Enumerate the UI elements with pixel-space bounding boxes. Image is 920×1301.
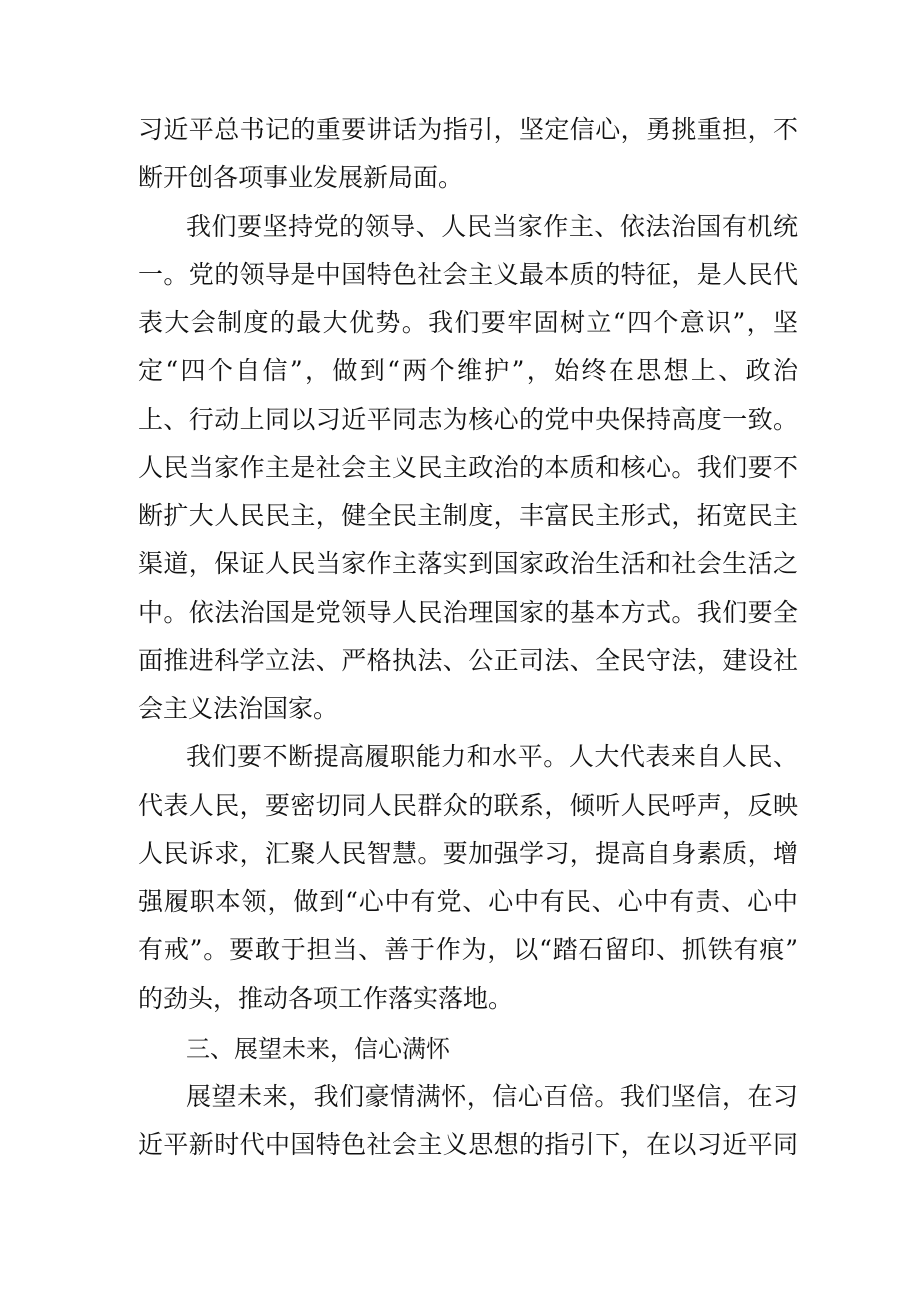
paragraph-1-line-1: 习近平总书记的重要讲话为指引，坚定信心，勇挑重担，不 — [138, 115, 798, 144]
paragraph-2-line-6: 人民当家作主是社会主义民主政治的本质和核心。我们要不 — [138, 453, 798, 482]
paragraph-2-line-10: 面推进科学立法、严格执法、公正司法、全民守法，建设社 — [138, 646, 798, 675]
paragraph-2-line-4: 定“四个自信”，做到“两个维护”，始终在思想上、政治 — [138, 356, 798, 385]
paragraph-3-line-6: 的劲头，推动各项工作落实落地。 — [138, 984, 514, 1013]
paragraph-3-line-1: 我们要不断提高履职能力和水平。人大代表来自人民、 — [186, 742, 798, 771]
paragraph-2-line-2: 一。党的领导是中国特色社会主义最本质的特征，是人民代 — [138, 260, 798, 289]
paragraph-2-line-5: 上、行动上同以习近平同志为核心的党中央保持高度一致。 — [138, 405, 798, 434]
paragraph-2-line-8: 渠道，保证人民当家作主落实到国家政治生活和社会生活之 — [138, 549, 798, 578]
paragraph-2-line-9: 中。依法治国是党领导人民治理国家的基本方式。我们要全 — [138, 598, 798, 627]
paragraph-3-line-5: 有戒”。要敢于担当、善于作为，以“踏石留印、抓铁有痕” — [138, 935, 798, 964]
paragraph-4-line-1: 展望未来，我们豪情满怀，信心百倍。我们坚信，在习 — [186, 1082, 798, 1111]
paragraph-2-line-11: 会主义法治国家。 — [138, 694, 339, 723]
paragraph-2-line-7: 断扩大人民民主，健全民主制度，丰富民主形式，拓宽民主 — [138, 501, 798, 530]
paragraph-3-line-2: 代表人民，要密切同人民群众的联系，倾听人民呼声，反映 — [138, 791, 798, 820]
paragraph-1-line-2: 断开创各项事业发展新局面。 — [138, 163, 464, 192]
paragraph-3-line-4: 强履职本领，做到“心中有党、心中有民、心中有责、心中 — [138, 887, 798, 916]
paragraph-2-line-1: 我们要坚持党的领导、人民当家作主、依法治国有机统 — [186, 212, 798, 241]
paragraph-3-line-3: 人民诉求，汇聚人民智慧。要加强学习，提高自身素质，增 — [138, 839, 798, 868]
paragraph-4-line-2: 近平新时代中国特色社会主义思想的指引下，在以习近平同 — [138, 1130, 798, 1159]
section-heading: 三、展望未来，信心满怀 — [186, 1035, 450, 1063]
paragraph-2-line-3: 表大会制度的最大优势。我们要牢固树立“四个意识”，坚 — [138, 308, 798, 337]
